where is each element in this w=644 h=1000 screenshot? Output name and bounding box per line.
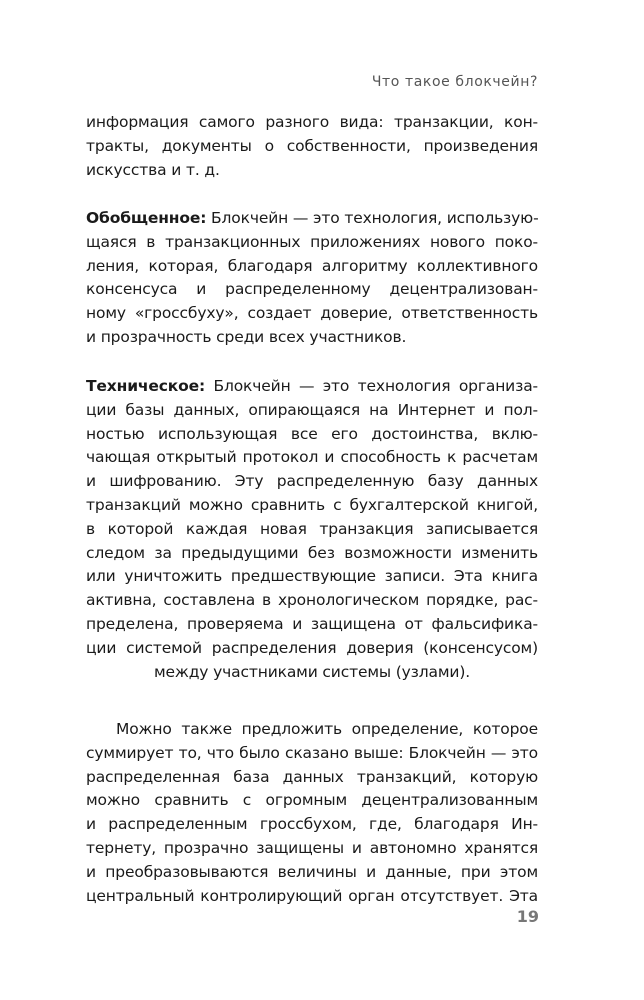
text-line: тракты, документы о собственности, произведения	[86, 136, 538, 155]
paragraph-intro-continuation	[86, 111, 538, 182]
text-line: в которой каждая новая транзакция записывается	[86, 519, 538, 538]
text-line: тернету, прозрачно защищены и автономно хранятся	[86, 838, 538, 857]
paragraph-summary-definition	[86, 718, 538, 908]
text-line: транзакций можно сравнить с бухгалтерской книгой,	[86, 495, 538, 514]
text-line-rest: Блокчейн — это технология организа-	[205, 377, 538, 395]
text-line: консенсуса и распределенному децентрализован-	[86, 280, 538, 299]
page-number: 19	[516, 907, 539, 926]
text-line: чающая открытый протокол и способность к расчетам	[86, 448, 538, 467]
text-line: или уничтожить предшествующие записи. Эта книга	[86, 567, 538, 586]
text-line: суммирует то, что было сказано выше: Блокчейн — это	[86, 743, 538, 762]
text-line: щаяся в транзакционных приложениях нового поко-	[86, 232, 538, 251]
running-head: Что такое блокчейн?	[371, 74, 538, 90]
text-line-rest: Блокчейн — это технология, использую-	[206, 209, 539, 227]
text-line: и преобразовываются величины и данные, при этом	[86, 862, 538, 881]
text-line: ления, которая, благодаря алгоритму коллективного	[86, 256, 538, 275]
text-line: ции базы данных, опирающаяся на Интернет и пол-	[86, 400, 538, 419]
text-line	[86, 375, 538, 399]
text-line	[86, 207, 538, 231]
text-line: распределенная база данных транзакций, которую	[86, 767, 538, 786]
text-line: информация самого разного вида: транзакции, кон-	[86, 113, 538, 131]
paragraph-general-definition	[86, 207, 538, 350]
text-line: искусства и т. д.	[86, 160, 220, 179]
text-line: и распределенным гроссбухом, где, благодаря Ин-	[86, 815, 538, 834]
definition-term: Обобщенное:	[86, 209, 207, 227]
paragraph-technical-definition	[86, 375, 538, 684]
text-line: и шифрованию. Эту распределенную базу данных	[86, 472, 538, 491]
text-line: Можно также предложить определение, которое	[116, 720, 538, 738]
text-line: ции системой распределения доверия (консенсусом)	[86, 638, 538, 657]
text-line: активна, составлена в хронологическом порядке, рас-	[86, 591, 538, 610]
text-line: центральный контролирующий орган отсутствует. Эта	[86, 886, 538, 905]
text-line: между участниками системы (узлами).	[153, 662, 471, 681]
text-line: пределена, проверяема и защищена от фальсифика-	[86, 614, 538, 633]
definition-term: Техническое:	[86, 377, 206, 395]
text-line: ностью использующая все его достоинства, вклю-	[86, 424, 538, 443]
text-line: ному «гроссбуху», создает доверие, ответственность	[86, 304, 538, 323]
text-line: следом за предыдущими без возможности изменить	[86, 543, 538, 562]
text-line: и прозрачность среди всех участников.	[86, 327, 407, 346]
text-line: можно сравнить с огромным децентрализованным	[86, 791, 538, 810]
